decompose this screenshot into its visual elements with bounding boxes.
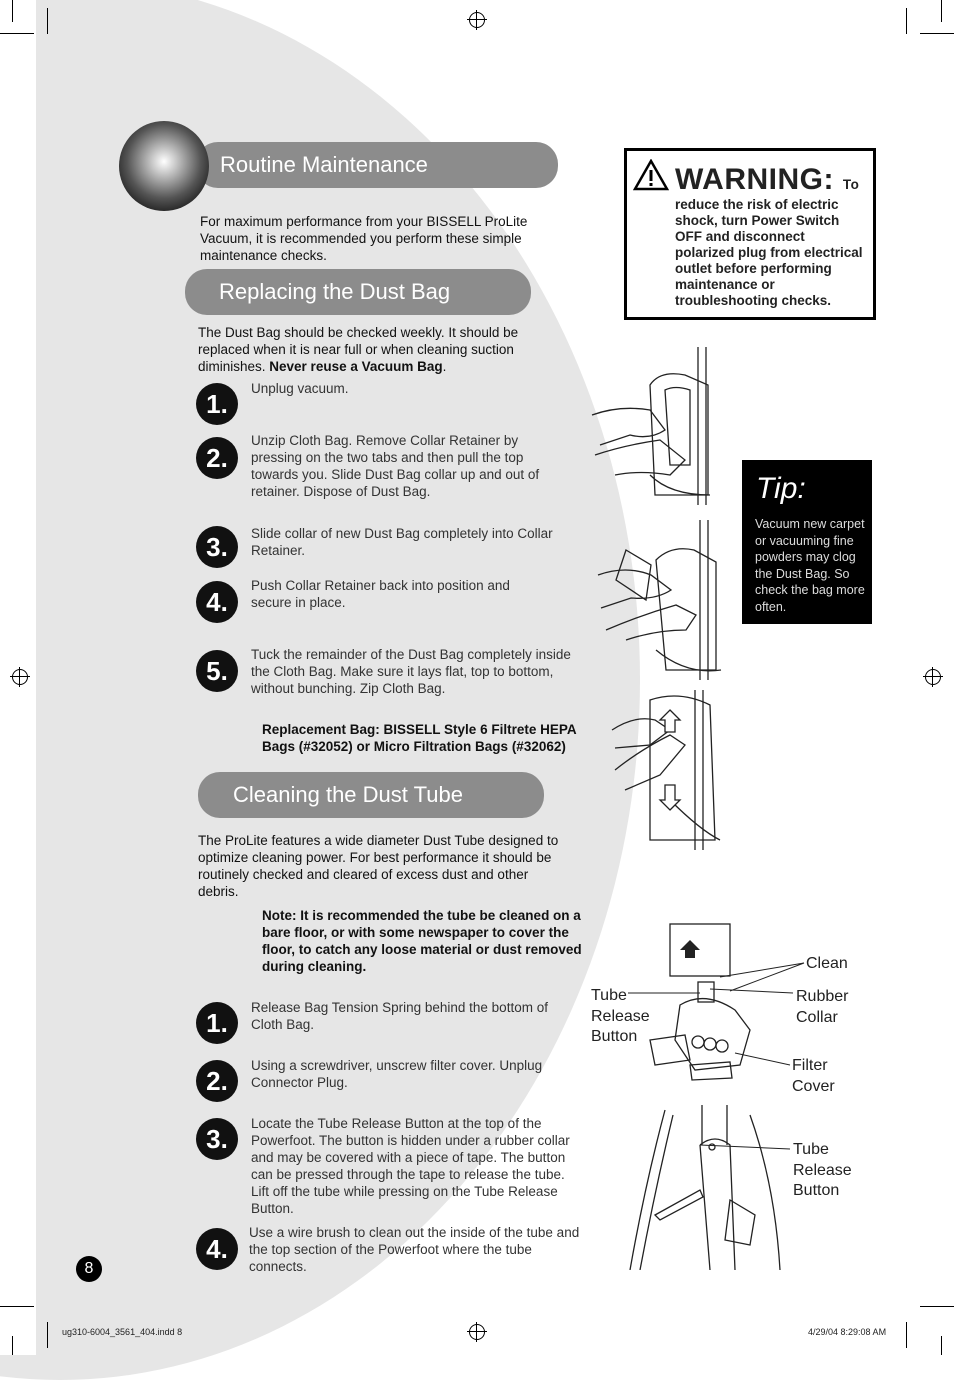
crop-mark bbox=[0, 1306, 34, 1307]
label-line: Button bbox=[793, 1182, 840, 1199]
step-number: 3. bbox=[196, 526, 238, 568]
step-number: 3. bbox=[196, 1118, 238, 1160]
step-number: 4. bbox=[196, 1228, 238, 1270]
step-text: Slide collar of new Dust Bag completely into Collar Retainer. bbox=[251, 526, 553, 558]
step-number: 4. bbox=[196, 581, 238, 623]
registration-mark-icon bbox=[925, 669, 941, 685]
crop-mark bbox=[941, 0, 942, 22]
label-line: Rubber bbox=[796, 988, 849, 1005]
step-text: Unplug vacuum. bbox=[251, 381, 349, 396]
intro-bold: Never reuse a Vacuum Bag bbox=[269, 359, 443, 374]
dust-bag-illustration-3 bbox=[610, 690, 730, 850]
step-text: Use a wire brush to clean out the inside of the tube and the top section of the Powerfoot where the tube connects. bbox=[249, 1225, 580, 1274]
warning-heading: WARNING: bbox=[675, 163, 834, 196]
dust-tube-note: Note: It is recommended the tube be cleaned on a bare floor, or with some newspaper to cover the floor, to catch any loose material or dust removed during cleaning. bbox=[262, 908, 582, 974]
step-text: Release Bag Tension Spring behind the bottom of Cloth Bag. bbox=[251, 1000, 548, 1032]
label-tube-release-button-2 bbox=[793, 1140, 852, 1202]
crop-mark bbox=[47, 1322, 48, 1348]
intro-text: The Dust Bag should be checked weekly. It should be replaced when it is near full or when cleaning suction diminishes. bbox=[198, 325, 519, 374]
step-text: Using a screwdriver, unscrew filter cover. Unplug Connector Plug. bbox=[251, 1058, 543, 1090]
label-line: Tube bbox=[793, 1141, 829, 1158]
warning-lead: To bbox=[842, 177, 860, 192]
warning-triangle-icon bbox=[633, 159, 669, 191]
step-number: 2. bbox=[196, 1060, 238, 1102]
crop-mark bbox=[920, 1306, 954, 1307]
crop-mark bbox=[47, 8, 48, 34]
registration-mark-icon bbox=[12, 669, 28, 685]
dust-bag-intro bbox=[198, 324, 570, 375]
tip-box bbox=[742, 460, 872, 624]
crop-mark bbox=[0, 33, 34, 34]
replacement-bag-note: Replacement Bag: BISSELL Style 6 Filtrete HEPA Bags (#32052) or Micro Filtration Bags (#32062) bbox=[262, 722, 577, 754]
label-filter-cover bbox=[792, 1056, 835, 1097]
registration-mark-icon bbox=[469, 12, 485, 28]
crop-mark bbox=[12, 0, 13, 22]
label-line: Filter bbox=[792, 1057, 828, 1074]
intro-end: . bbox=[442, 359, 447, 374]
label-line: Tube bbox=[591, 987, 627, 1004]
label-clean: Clean bbox=[806, 955, 848, 972]
step-text: Tuck the remainder of the Dust Bag completely inside the Cloth Bag. Make sure it lays flat, top to bottom, without bunching. Zip Cloth Bag. bbox=[251, 647, 571, 696]
crop-mark bbox=[906, 8, 907, 34]
label-line: Release bbox=[591, 1007, 650, 1025]
label-tube-release-button bbox=[591, 986, 650, 1048]
dust-bag-illustration-2 bbox=[596, 520, 736, 680]
label-rubber-collar bbox=[796, 987, 848, 1028]
label-line: Collar bbox=[796, 1008, 838, 1026]
warning-text: reduce the risk of electric shock, turn Power Switch OFF and disconnect polarized plug from electrical outlet before performing maintenance or troubleshooting checks. bbox=[675, 197, 863, 308]
crop-mark bbox=[906, 1322, 907, 1348]
label-line: Cover bbox=[792, 1077, 835, 1095]
step-number: 2. bbox=[196, 437, 238, 479]
tip-title: Tip: bbox=[756, 472, 806, 505]
label-line: Button bbox=[591, 1028, 638, 1045]
step-text: Unzip Cloth Bag. Remove Collar Retainer by pressing on the two tabs and then pull the top towards you. Slide Dust Bag collar up and out of retainer. Dispose of Dust Bag. bbox=[251, 433, 540, 499]
footer-date: 4/29/04 8:29:08 AM bbox=[808, 1327, 887, 1337]
sphere-bullet-icon bbox=[119, 121, 209, 211]
diagram-leader-lines bbox=[590, 945, 810, 1160]
dust-tube-intro: The ProLite features a wide diameter Dust Tube designed to optimize cleaning power. For best performance it should be routinely checked and cleared of excess dust and other debris. bbox=[198, 833, 559, 899]
label-line: Release bbox=[793, 1161, 852, 1179]
crop-mark bbox=[941, 1336, 942, 1355]
section-title: Cleaning the Dust Tube bbox=[233, 782, 463, 807]
footer-file: ug310-6004_3561_404.indd 8 bbox=[62, 1327, 183, 1337]
step-number: 5. bbox=[196, 650, 238, 692]
section-header-routine bbox=[196, 142, 558, 188]
tip-text: Vacuum new carpet or vacuuming fine powders may clog the Dust Bag. So check the bag more often. bbox=[755, 517, 865, 614]
step-number: 1. bbox=[196, 1002, 238, 1044]
warning-title bbox=[675, 163, 859, 197]
section-title: Replacing the Dust Bag bbox=[219, 279, 451, 304]
crop-mark bbox=[920, 33, 954, 34]
step-text: Push Collar Retainer back into position and secure in place. bbox=[251, 578, 510, 610]
routine-intro: For maximum performance from your BISSELL ProLite Vacuum, it is recommended you perform these simple maintenance checks. bbox=[200, 214, 528, 263]
section-header-dust-tube bbox=[198, 772, 544, 818]
step-text: Locate the Tube Release Button at the top of the Powerfoot. The button is hidden under a rubber collar and may be covered with a piece of tape. The button can be pressed through the tape to release the tube. Lift off the tube while pressing on the Tube Release Button. bbox=[251, 1116, 570, 1216]
up-arrow-icon bbox=[660, 710, 680, 732]
page-number: 8 bbox=[76, 1256, 102, 1282]
section-title: Routine Maintenance bbox=[220, 152, 428, 177]
registration-mark-icon bbox=[469, 1324, 485, 1340]
section-header-dust-bag bbox=[185, 269, 531, 315]
step-number: 1. bbox=[196, 383, 238, 425]
dust-bag-illustration-1 bbox=[590, 345, 730, 505]
warning-box bbox=[624, 148, 876, 320]
crop-mark bbox=[12, 1336, 13, 1355]
